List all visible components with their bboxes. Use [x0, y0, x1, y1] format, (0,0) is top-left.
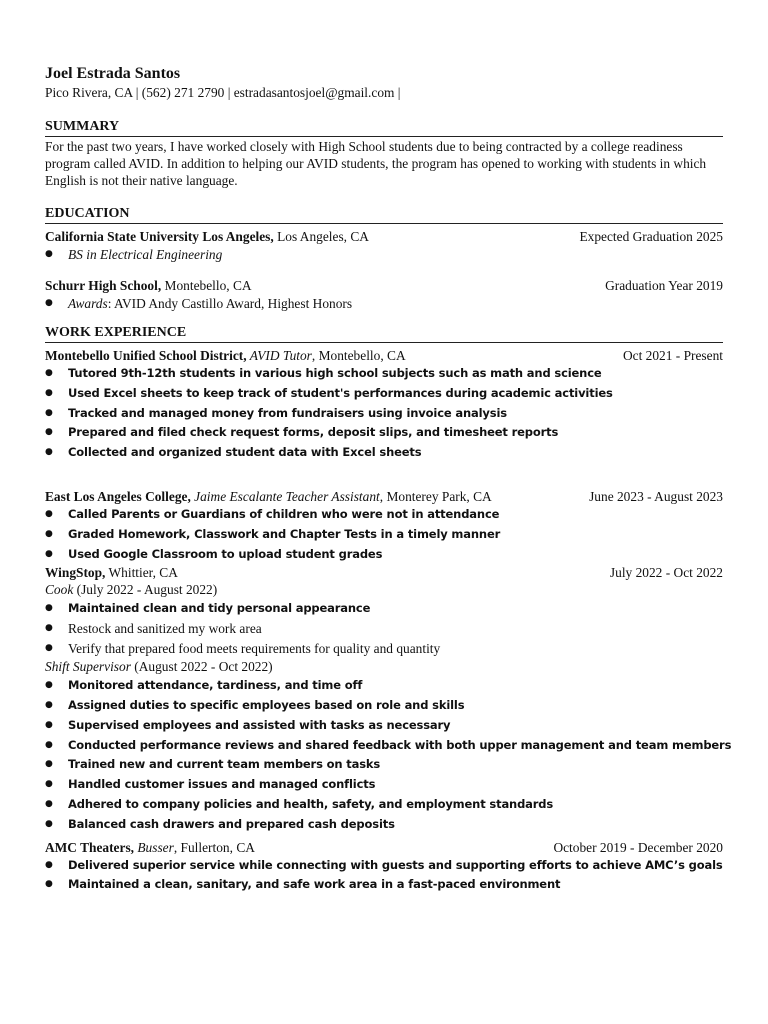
list-item — [45, 245, 723, 265]
job-row — [45, 839, 723, 856]
summary-text: For the past two years, I have worked closely with High School students due to being contracted by a college readiness program called AVID. In addition to helping our AVID students, the program has opened to working with students in which English is not their native language. — [45, 139, 707, 188]
resume-page — [45, 64, 732, 895]
job-role: AVID Tutor — [246, 348, 312, 363]
subrole-cook — [45, 581, 723, 599]
awards-label: Awards — [68, 295, 108, 311]
list-item: ● Verify that prepared food meets requirements for quality and quantity — [45, 639, 723, 659]
job-location: Whittier, CA — [105, 565, 178, 581]
job-entry — [45, 488, 723, 564]
job-location: , Montebello, CA — [311, 348, 406, 363]
list-item: ● Collected and organized student data with Excel sheets — [45, 443, 723, 463]
list-item: ● Graded Homework, Classwork and Chapter Tests in a timely manner — [45, 525, 723, 545]
list-item: ● Trained new and current team members on tasks — [45, 755, 723, 775]
list-item: ● Prepared and filed check request forms, deposit slips, and timesheet reports — [45, 423, 723, 443]
subrole-supervisor — [45, 658, 723, 676]
list-item: ● Handled customer issues and managed conflicts — [45, 775, 723, 795]
job-bullets — [45, 856, 723, 896]
list-item: ● Maintained a clean, sanitary, and safe work area in a fast-paced environment — [45, 875, 723, 895]
list-item: ● Conducted performance reviews and shared feedback with both upper management and team members — [45, 736, 723, 756]
school-location: Los Angeles, CA — [273, 229, 369, 244]
list-item: ● Tutored 9th-12th students in various high school subjects such as math and science — [45, 364, 723, 384]
education-heading: EDUCATION — [45, 206, 723, 224]
job-entry — [45, 347, 723, 463]
education-row — [45, 277, 723, 294]
education-date: Graduation Year 2019 — [605, 277, 723, 293]
school-name: Schurr High School, — [45, 277, 162, 293]
job-role: Jaime Escalante Teacher Assistant — [190, 488, 380, 504]
job-org: East Los Angeles College, — [45, 488, 191, 504]
subrole-dates: (July 2022 - August 2022) — [73, 582, 218, 598]
education-date: Expected Graduation 2025 — [579, 229, 723, 244]
contact-line: Pico Rivera, CA | (562) 271 2790 | estradasantosjoel@gmail.com | — [45, 85, 401, 100]
job-date: October 2019 - December 2020 — [553, 839, 723, 855]
job-bullets — [45, 619, 723, 658]
job-role: Busser — [134, 839, 174, 855]
summary-section — [45, 119, 723, 189]
job-entry — [45, 564, 732, 834]
work-section — [45, 325, 732, 895]
education-details — [45, 294, 723, 314]
list-item: ● Used Google Classroom to upload student grades — [45, 545, 723, 565]
job-bullets — [45, 364, 723, 463]
subrole-title: Cook — [45, 582, 74, 598]
education-row — [45, 228, 723, 245]
list-item: ● Delivered superior service while connecting with guests and supporting efforts to achieve AMC’s goals — [45, 856, 723, 876]
summary-heading: SUMMARY — [45, 119, 723, 137]
list-item: ● Assigned duties to specific employees based on role and skills — [45, 696, 723, 716]
job-org: WingStop, — [45, 565, 106, 581]
list-item: ● Balanced cash drawers and prepared cash deposits — [45, 815, 723, 835]
education-section — [45, 206, 723, 313]
job-location: , Monterey Park, CA — [379, 488, 492, 504]
school-name: California State University Los Angeles, — [45, 229, 274, 244]
job-row — [45, 564, 723, 581]
education-details — [45, 245, 723, 265]
candidate-name: Joel Estrada Santos — [45, 65, 181, 82]
list-item: ● Called Parents or Guardians of children who were not in attendance — [45, 505, 723, 525]
education-entry — [45, 277, 723, 314]
job-entry — [45, 839, 723, 896]
job-row — [45, 488, 723, 505]
job-row — [45, 347, 723, 364]
subrole-title: Shift Supervisor — [45, 659, 131, 675]
degree-label: BS in Electrical Engineering — [68, 247, 223, 262]
education-entry — [45, 228, 723, 265]
list-item: ● Adhered to company policies and health, safety, and employment standards — [45, 795, 723, 815]
list-item: ● Tracked and managed money from fundraisers using invoice analysis — [45, 404, 723, 424]
list-item: ● Restock and sanitized my work area — [45, 619, 723, 639]
list-item: ● Maintained clean and tidy personal appearance — [45, 599, 723, 619]
school-location: Montebello, CA — [161, 277, 252, 293]
job-date: July 2022 - Oct 2022 — [609, 565, 723, 581]
work-heading: WORK EXPERIENCE — [45, 325, 723, 343]
job-location: , Fullerton, CA — [173, 839, 255, 855]
list-item: ● Monitored attendance, tardiness, and time off — [45, 676, 723, 696]
list-item: ● Used Excel sheets to keep track of student's performances during academic activities — [45, 384, 723, 404]
list-item: ● Awards: AVID Andy Castillo Award, Highest Honors — [45, 294, 723, 314]
job-bullets — [45, 505, 723, 564]
list-item: ● Supervised employees and assisted with tasks as necessary — [45, 716, 723, 736]
job-bullets — [45, 676, 732, 834]
subrole-dates: (August 2022 - Oct 2022) — [130, 659, 273, 675]
job-date: Oct 2021 - Present — [622, 348, 723, 363]
job-org: AMC Theaters, — [45, 839, 135, 855]
job-bullets — [45, 599, 723, 619]
job-date: June 2023 - August 2023 — [589, 488, 723, 504]
job-org: Montebello Unified School District, — [45, 348, 247, 363]
